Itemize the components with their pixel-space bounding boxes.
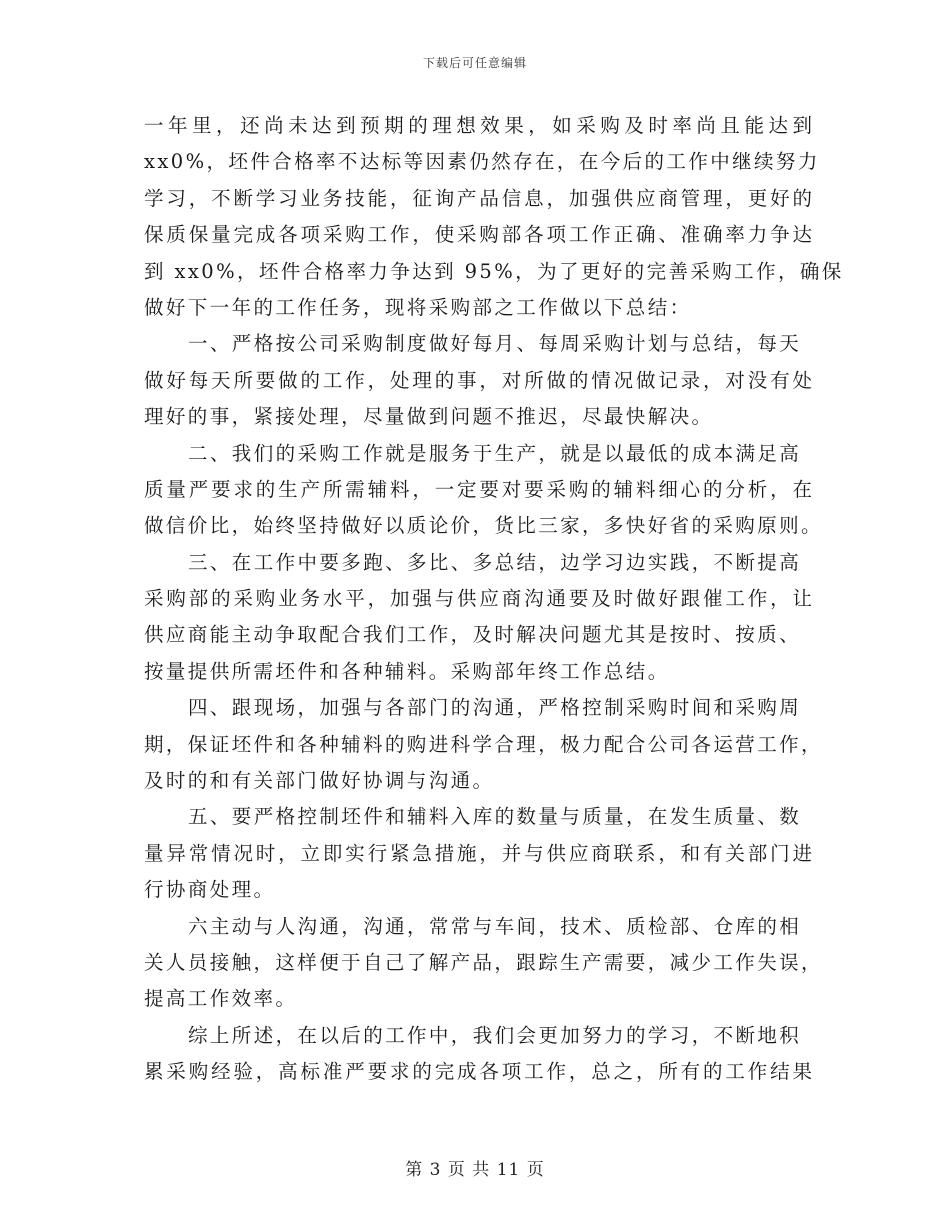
text-line: 做好每天所要做的工作，处理的事，对所做的情况做记录，对没有处 <box>144 368 812 392</box>
paragraph-first-line: 二、我们的采购工作就是服务于生产，就是以最低的成本满足高 <box>188 441 802 465</box>
text-line: 累采购经验，高标准严要求的完成各项工作，总之，所有的工作结果 <box>144 1060 812 1084</box>
paragraph-first-line: 一、严格按公司采购制度做好每月、每周采购计划与总结，每天 <box>188 332 802 356</box>
text-line: 提高工作效率。 <box>144 987 298 1011</box>
paragraph-first-line: 三、在工作中要多跑、多比、多总结，边学习边实践，不断提高 <box>188 550 802 574</box>
paragraph-first-line: 四、跟现场，加强与各部门的沟通，严格控制采购时间和采购周 <box>188 696 802 720</box>
paragraph-first-line: 六主动与人沟通，沟通，常常与车间，技术、质检部、仓库的相 <box>188 914 802 938</box>
document-body <box>144 108 844 1091</box>
text-line: 期，保证坯件和各种辅料的购进科学合理，极力配合公司各运营工作， <box>144 732 823 756</box>
text-line: 按量提供所需坯件和各种辅料。采购部年终工作总结。 <box>144 659 670 683</box>
page-header: 下载后可任意编辑 <box>422 56 527 70</box>
paragraph-first-line: 五、要严格控制坯件和辅料入库的数量与质量，在发生质量、数 <box>188 805 802 829</box>
text-line: 采购部的采购业务水平，加强与供应商沟通要及时做好跟催工作，让 <box>144 587 812 611</box>
text-line: 到 xx0%，坯件合格率力争达到 95%，为了更好的完善采购工作，确保 <box>144 259 844 283</box>
paragraph-first-line: 综上所述，在以后的工作中，我们会更加努力的学习，不断地积 <box>188 1023 802 1047</box>
text-line: 一年里，还尚未达到预期的理想效果，如采购及时率尚且能达到 <box>144 114 812 137</box>
text-line: 理好的事，紧接处理，尽量做到问题不推迟，尽最快解决。 <box>144 405 714 429</box>
text-line: xx0%，坯件合格率不达标等因素仍然存在，在今后的工作中继续努力 <box>144 150 820 174</box>
text-line: 及时的和有关部门做好协调与沟通。 <box>144 769 495 793</box>
text-line: 学习，不断学习业务技能，征询产品信息，加强供应商管理，更好的 <box>144 186 812 210</box>
text-line: 做好下一年的工作任务，现将采购部之工作做以下总结： <box>144 295 692 319</box>
text-line: 做信价比，始终坚持做好以质论价，货比三家，多快好省的采购原则。 <box>144 514 823 538</box>
text-line: 行协商处理。 <box>144 878 276 902</box>
text-line: 关人员接触，这样便于自己了解产品，跟踪生产需要，减少工作失误， <box>144 950 823 974</box>
text-line: 质量严要求的生产所需辅料，一定要对要采购的辅料细心的分析，在 <box>144 477 812 501</box>
text-line: 供应商能主动争取配合我们工作，及时解决问题尤其是按时、按质、 <box>144 623 802 647</box>
text-line: 量异常情况时，立即实行紧急措施，并与供应商联系，和有关部门进 <box>144 841 812 865</box>
text-line: 保质保量完成各项采购工作，使采购部各项工作正确、准确率力争达 <box>144 223 812 247</box>
page-number: 第 3 页 共 11 页 <box>405 1160 545 1180</box>
